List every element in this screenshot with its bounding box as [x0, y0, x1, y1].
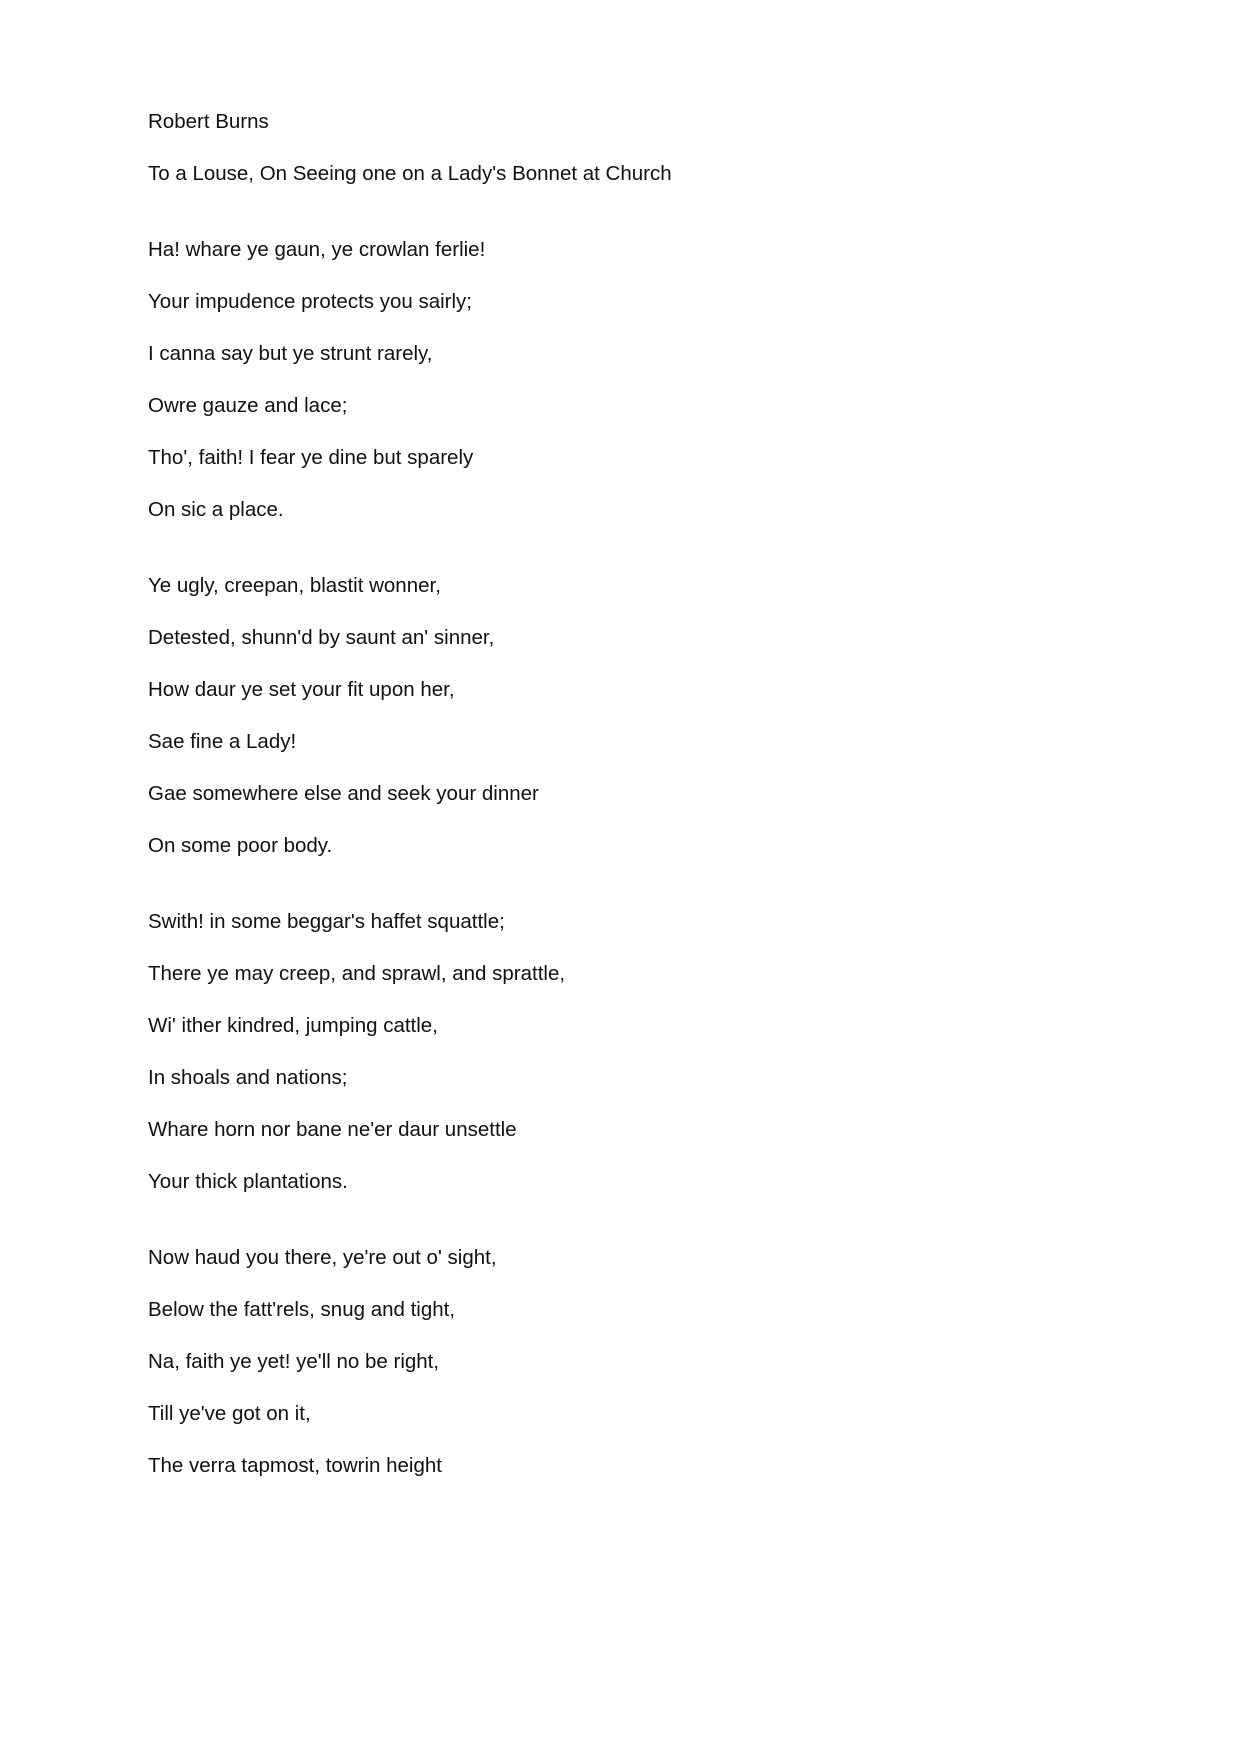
verse-line: I canna say but ye strunt rarely, — [148, 342, 433, 365]
verse-line: Sae fine a Lady! — [148, 730, 297, 753]
verse-line: In shoals and nations; — [148, 1066, 348, 1089]
verse-line: Below the fatt'rels, snug and tight, — [148, 1298, 456, 1321]
verse-line: Na, faith ye yet! ye'll no be right, — [148, 1350, 440, 1373]
poem-text — [148, 110, 1108, 1506]
verse-line: On some poor body. — [148, 834, 333, 857]
author-line: Robert Burns — [148, 110, 269, 133]
verse-line: Your impudence protects you sairly; — [148, 290, 472, 313]
verse-line: Your thick plantations. — [148, 1170, 348, 1193]
verse-line: Ha! whare ye gaun, ye crowlan ferlie! — [148, 238, 486, 261]
verse-line: Now haud you there, ye're out o' sight, — [148, 1246, 497, 1269]
verse-line: Whare horn nor bane ne'er daur unsettle — [148, 1118, 517, 1141]
verse-line: Till ye've got on it, — [148, 1402, 311, 1425]
verse-line: Gae somewhere else and seek your dinner — [148, 782, 539, 805]
verse-line: There ye may creep, and sprawl, and sprattle, — [148, 962, 566, 985]
verse-line: Tho', faith! I fear ye dine but sparely — [148, 446, 474, 469]
verse-line: Detested, shunn'd by saunt an' sinner, — [148, 626, 495, 649]
verse-line: The verra tapmost, towrin height — [148, 1454, 442, 1477]
verse-line: Ye ugly, creepan, blastit wonner, — [148, 574, 441, 597]
verse-line: Owre gauze and lace; — [148, 394, 348, 417]
poem-title: To a Louse, On Seeing one on a Lady's Bonnet at Church — [148, 162, 672, 185]
verse-line: How daur ye set your fit upon her, — [148, 678, 455, 701]
verse-line: On sic a place. — [148, 498, 284, 521]
verse-line: Wi' ither kindred, jumping cattle, — [148, 1014, 438, 1037]
verse-line: Swith! in some beggar's haffet squattle; — [148, 910, 505, 933]
